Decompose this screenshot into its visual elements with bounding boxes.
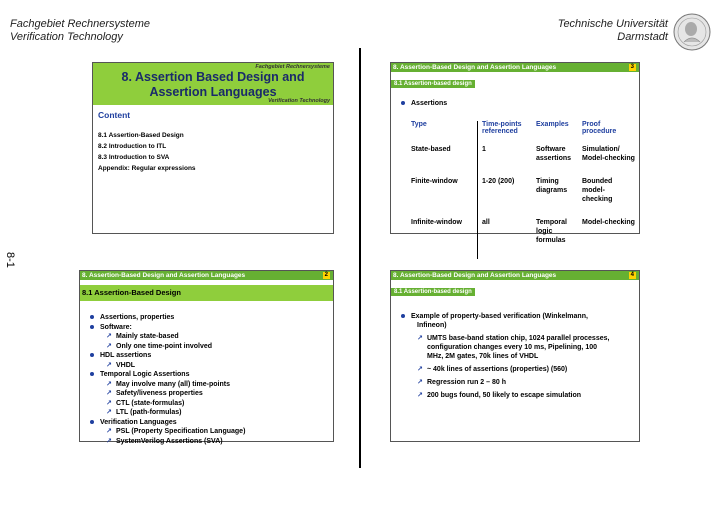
list-item-text: Infineon) — [417, 322, 447, 329]
vertical-divider — [359, 48, 361, 468]
list-item-text: LTL (path-formulas) — [116, 409, 182, 416]
title-box — [93, 63, 333, 105]
table-cell: all — [482, 219, 490, 226]
title-tag-bottom: Verification Technology — [268, 98, 330, 104]
table-cell: State-based — [407, 145, 478, 177]
table-cell: Software assertions — [536, 146, 572, 162]
table-cell: Bounded model-checking — [582, 178, 613, 203]
list-item-text: Software: — [100, 323, 132, 331]
bullet-dot-icon — [90, 325, 94, 329]
slide-title-text — [93, 70, 333, 100]
arrow-up-right-icon: ↗ — [106, 399, 112, 407]
bullet-dot-icon — [90, 372, 94, 376]
slide-number: 2 — [324, 272, 328, 278]
slide-assertion-based-design — [79, 270, 334, 445]
list-item — [90, 408, 333, 418]
title-line1: 8. Assertion Based Design and — [121, 70, 305, 84]
list-item — [401, 378, 639, 387]
list-item-text: Temporal Logic Assertions — [100, 371, 190, 378]
list-item — [401, 334, 639, 343]
slide-assertions-table — [390, 62, 640, 244]
list-item — [90, 418, 333, 428]
list-item-text: Safety/liveness properties — [116, 390, 203, 397]
list-item — [90, 342, 333, 352]
list-item-text: Assertions, properties — [100, 314, 175, 321]
content-heading: Content — [98, 110, 131, 120]
header-right-line2: Darmstadt — [617, 31, 668, 43]
table-header-row — [407, 121, 639, 145]
list-item — [401, 365, 639, 374]
slide-header-text: 8. Assertion-Based Design and Assertion Languages — [393, 64, 557, 71]
list-item-text: configuration changes every 10 ms, Pipelining, 100 — [427, 344, 597, 351]
table-cell: Simulation/ Model-checking — [582, 146, 635, 162]
arrow-up-right-icon: ↗ — [106, 333, 112, 340]
arrow-up-right-icon: ↗ — [417, 335, 423, 342]
list-item — [401, 321, 639, 330]
header-left-line2: Verification Technology — [10, 31, 123, 43]
list-item — [90, 380, 333, 390]
list-item — [90, 313, 333, 323]
list-item — [90, 370, 333, 380]
column-header: Proof procedure — [582, 121, 617, 135]
slide-title — [92, 62, 334, 234]
list-item — [90, 323, 333, 333]
header-left — [10, 18, 150, 44]
assertion-types-table — [407, 121, 639, 259]
bullet-dot-icon — [401, 314, 405, 318]
table-of-contents — [98, 130, 333, 174]
arrow-up-right-icon: ↗ — [106, 390, 112, 397]
arrow-up-right-icon: ↗ — [106, 361, 112, 369]
list-item — [401, 343, 639, 352]
toc-item: 8.1 Assertion-Based Design — [98, 132, 184, 139]
list-item-text: CTL (state-formulas) — [116, 399, 185, 407]
university-seal-icon — [672, 12, 712, 52]
table-cell: 1 — [482, 146, 486, 153]
list-item-text: Example of property-based verification (Winkelmann, — [411, 313, 588, 320]
slide-subheader: 8.1 Assertion-based design — [391, 288, 475, 296]
list-item-text: ~ 40k lines of assertions (properties) (560) — [427, 366, 568, 373]
table-row — [407, 145, 639, 177]
slide-header-text: 8. Assertion-Based Design and Assertion Languages — [393, 272, 557, 279]
bullet-item — [401, 100, 639, 107]
column-header: Time-points referenced — [482, 121, 522, 135]
table-cell: Infinite-window — [407, 218, 478, 259]
list-item — [401, 391, 639, 400]
list-item-text: SystemVerilog Assertions (SVA) — [116, 437, 223, 445]
slide-header-bar — [391, 271, 639, 280]
slide-subheader: 8.1 Assertion-based design — [391, 80, 475, 88]
arrow-up-right-icon: ↗ — [417, 379, 423, 386]
arrow-up-right-icon: ↗ — [417, 392, 423, 399]
slide-number: 3 — [630, 64, 634, 70]
table-cell: Temporal logic formulas — [536, 219, 567, 244]
list-item-text: UMTS base-band station chip, 1024 parallel processes, — [427, 335, 610, 342]
list-item — [90, 399, 333, 409]
slide-verification-example — [390, 270, 640, 442]
bullet-text: Assertions — [411, 100, 448, 107]
slide-number: 4 — [630, 272, 634, 278]
toc-item: 8.2 Introduction to ITL — [98, 143, 167, 150]
list-item-text: HDL assertions — [100, 352, 152, 359]
arrow-up-right-icon: ↗ — [106, 409, 112, 416]
arrow-up-right-icon: ↗ — [106, 342, 112, 350]
list-item — [401, 312, 639, 321]
list-item-text: PSL (Property Specification Language) — [116, 428, 246, 435]
table-cell: 1-20 (200) — [482, 178, 515, 185]
column-header: Examples — [536, 121, 569, 128]
arrow-up-right-icon: ↗ — [106, 437, 112, 445]
title-line2: Assertion Languages — [149, 85, 277, 99]
bullet-dot-icon — [90, 315, 94, 319]
list-item — [90, 332, 333, 342]
list-item — [90, 361, 333, 371]
list-item — [90, 389, 333, 399]
page-number: 8-1 — [4, 252, 16, 268]
table-cell: Model-checking — [582, 219, 635, 226]
list-item — [90, 437, 333, 447]
list-item-text: Mainly state-based — [116, 333, 179, 340]
slide-header-bar — [391, 63, 639, 72]
table-row — [407, 218, 639, 259]
list-item-text: Verification Languages — [100, 418, 177, 426]
bullet-dot-icon — [90, 353, 94, 357]
bullet-dot-icon — [401, 101, 405, 105]
header-right-line1: Technische Universität — [557, 18, 668, 30]
header-right — [558, 18, 668, 44]
list-item-text: MHz, 2M gates, 70k lines of VHDL — [427, 353, 539, 360]
column-header: Type — [407, 121, 478, 145]
bullet-list — [90, 313, 333, 446]
toc-item: Appendix: Regular expressions — [98, 165, 196, 172]
list-item — [401, 352, 639, 361]
table-cell: Finite-window — [407, 177, 478, 218]
list-item-text: 200 bugs found, 50 likely to escape simulation — [427, 392, 582, 399]
arrow-up-right-icon: ↗ — [106, 428, 112, 435]
list-item-text: May involve many (all) time-points — [116, 380, 230, 388]
bullet-list — [401, 312, 639, 400]
section-title: 8.1 Assertion-Based Design — [80, 285, 333, 301]
table-cell: Timing diagrams — [536, 178, 568, 194]
list-item — [90, 351, 333, 361]
slide-header-text: 8. Assertion-Based Design and Assertion Languages — [82, 272, 246, 279]
bullet-dot-icon — [90, 420, 94, 424]
slide-header-bar — [80, 271, 333, 280]
list-item-text: Only one time-point involved — [116, 342, 213, 350]
arrow-up-right-icon: ↗ — [106, 380, 112, 388]
list-item-text: Regression run 2 – 80 h — [427, 379, 506, 386]
list-item-text: VHDL — [116, 361, 136, 369]
list-item — [90, 427, 333, 437]
arrow-up-right-icon: ↗ — [417, 366, 423, 373]
table-row — [407, 177, 639, 218]
header-left-line1: Fachgebiet Rechnersysteme — [10, 18, 151, 30]
toc-item: 8.3 Introduction to SVA — [98, 154, 170, 161]
title-tag-top: Fachgebiet Rechnersysteme — [255, 64, 330, 70]
